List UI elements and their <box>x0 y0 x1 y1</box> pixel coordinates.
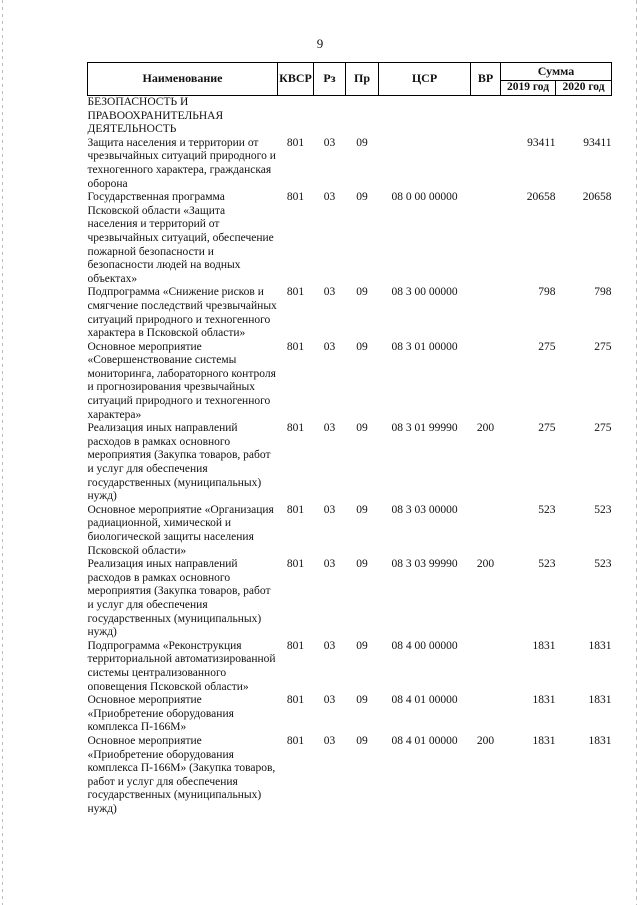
header-pr: Пр <box>346 63 379 96</box>
header-csr: ЦСР <box>379 63 471 96</box>
row-kvsr: 801 <box>286 340 305 353</box>
row-pr: 09 <box>356 503 368 516</box>
row-kvsr: 801 <box>286 694 305 707</box>
row-pr: 09 <box>356 694 368 707</box>
row-vr <box>471 341 501 423</box>
section-title: БЕЗОПАСНОСТЬ И ПРАВООХРАНИТЕЛЬНАЯ ДЕЯТЕЛЬНОСТЬ <box>87 96 224 136</box>
row-rz: 03 <box>323 422 336 435</box>
header-name: Наименование <box>88 63 278 96</box>
row-csr: 08 4 01 00000 <box>391 694 458 707</box>
row-rz: 03 <box>323 558 336 571</box>
row-vr: 200 <box>476 734 495 747</box>
row-rz: 03 <box>323 340 336 353</box>
scan-edge-left <box>2 0 3 905</box>
row-sum-2019: 523 <box>538 558 556 571</box>
row-kvsr: 801 <box>286 191 305 204</box>
row-sum-2020: 275 <box>594 340 612 353</box>
row-csr: 08 3 01 99990 <box>391 422 458 435</box>
table-row <box>88 735 612 817</box>
row-csr: 08 3 01 00000 <box>391 340 458 353</box>
table-row <box>88 558 612 640</box>
row-vr <box>471 694 501 735</box>
row-pr: 09 <box>356 286 368 299</box>
row-vr <box>471 640 501 694</box>
row-rz: 03 <box>323 694 336 707</box>
row-sum-2019: 275 <box>538 422 556 435</box>
row-name: Основное мероприятие «Организация радиационной, химической и биологической защиты населения Псковской области» <box>87 503 274 557</box>
row-sum-2020: 798 <box>594 286 612 299</box>
row-vr: 200 <box>476 558 495 571</box>
row-sum-2019: 1831 <box>532 694 556 707</box>
row-rz: 03 <box>323 191 336 204</box>
row-name: Реализация иных направлений расходов в рамках основного мероприятия (Закупка товаров, работ и услуг для обеспечения государственных (муниципальных) нужд) <box>87 422 271 503</box>
row-sum-2019: 20658 <box>526 191 556 204</box>
table-row <box>88 504 612 558</box>
header-vr: ВР <box>471 63 501 96</box>
table-row <box>88 640 612 694</box>
row-pr: 09 <box>356 136 368 149</box>
row-rz: 03 <box>323 286 336 299</box>
row-vr <box>471 504 501 558</box>
row-csr: 08 3 03 00000 <box>391 503 458 516</box>
row-pr: 09 <box>356 340 368 353</box>
row-kvsr: 801 <box>286 136 305 149</box>
row-sum-2019: 1831 <box>532 639 556 652</box>
row-sum-2020: 1831 <box>588 734 612 747</box>
row-sum-2020: 1831 <box>588 694 612 707</box>
header-kvsr: КВСР <box>278 63 314 96</box>
row-sum-2019: 523 <box>538 503 556 516</box>
budget-table <box>87 62 612 816</box>
row-name: Основное мероприятие «Приобретение оборудования комплекса П-166М» (Закупка товаров, работ и услуг для обеспечения государственных (муниципальных) нужд) <box>87 734 276 815</box>
row-kvsr: 801 <box>286 286 305 299</box>
row-name: Реализация иных направлений расходов в рамках основного мероприятия (Закупка товаров, работ и услуг для обеспечения государственных (муниципальных) нужд) <box>87 558 271 639</box>
row-rz: 03 <box>323 734 336 747</box>
row-vr <box>471 137 501 191</box>
header-year-2019: 2019 год <box>501 81 556 96</box>
row-name: Защита населения и территории от чрезвычайных ситуаций природного и техногенного характера, гражданская оборона <box>87 136 276 190</box>
row-kvsr: 801 <box>286 734 305 747</box>
table-row <box>88 422 612 504</box>
row-pr: 09 <box>356 191 368 204</box>
row-pr: 09 <box>356 422 368 435</box>
row-csr: 08 4 01 00000 <box>391 734 458 747</box>
table-row <box>88 137 612 191</box>
row-kvsr: 801 <box>286 503 305 516</box>
row-pr: 09 <box>356 639 368 652</box>
table-row <box>88 341 612 423</box>
row-name: Государственная программа Псковской области «Защита населения и территорий от чрезвычайных ситуаций, обеспечение пожарной безопасности и безопасности людей на водных объектах» <box>87 191 274 285</box>
page-number: 9 <box>316 36 324 51</box>
row-pr: 09 <box>356 734 368 747</box>
row-sum-2020: 523 <box>594 503 612 516</box>
row-vr: 200 <box>476 422 495 435</box>
row-sum-2019: 275 <box>538 340 556 353</box>
table-row <box>88 191 612 286</box>
scan-edge-right <box>636 0 637 905</box>
row-kvsr: 801 <box>286 639 305 652</box>
row-rz: 03 <box>323 639 336 652</box>
header-sum: Сумма <box>501 63 612 81</box>
header-year-2020: 2020 год <box>556 81 612 96</box>
row-vr <box>471 286 501 340</box>
row-kvsr: 801 <box>286 558 305 571</box>
row-rz: 03 <box>323 136 336 149</box>
row-name: Основное мероприятие «Приобретение оборудования комплекса П-166М» <box>87 694 234 734</box>
row-kvsr: 801 <box>286 422 305 435</box>
row-csr: 08 3 03 99990 <box>391 558 458 571</box>
table-row <box>88 286 612 340</box>
row-pr: 09 <box>356 558 368 571</box>
row-rz: 03 <box>323 503 336 516</box>
row-sum-2020: 1831 <box>588 639 612 652</box>
row-sum-2019: 93411 <box>527 136 556 149</box>
row-csr: 08 4 00 00000 <box>391 639 458 652</box>
row-csr: 08 0 00 00000 <box>391 191 458 204</box>
row-sum-2020: 93411 <box>583 136 612 149</box>
row-sum-2020: 20658 <box>582 191 612 204</box>
row-sum-2019: 798 <box>538 286 556 299</box>
row-csr <box>379 137 471 191</box>
row-name: Основное мероприятие «Совершенствование системы мониторинга, лабораторного контроля и прогнозирования чрезвычайных ситуаций природного и техногенного характера» <box>87 340 276 421</box>
row-name: Подпрограмма «Снижение рисков и смягчение последствий чрезвычайных ситуаций природного и техногенного характера в Псковской области» <box>87 286 277 340</box>
row-sum-2019: 1831 <box>532 734 556 747</box>
row-csr: 08 3 00 00000 <box>391 286 458 299</box>
table-row <box>88 694 612 735</box>
row-sum-2020: 275 <box>594 422 612 435</box>
row-sum-2020: 523 <box>594 558 612 571</box>
row-name: Подпрограмма «Реконструкция территориальной автоматизированной системы централизованного оповещения Псковской области» <box>87 639 276 693</box>
header-rz: Рз <box>314 63 346 96</box>
row-vr <box>471 191 501 286</box>
